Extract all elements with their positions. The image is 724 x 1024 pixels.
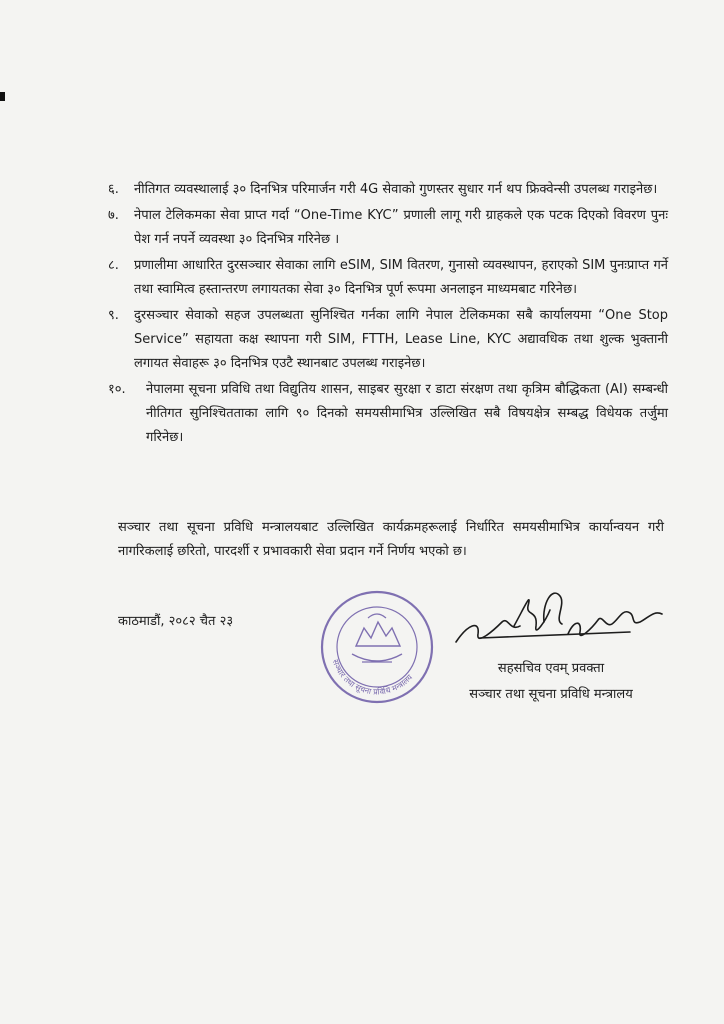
decision-number: ७. (108, 208, 119, 223)
decision-text: नीतिगत व्यवस्थालाई ३० दिनभित्र परिमार्जन गरी 4G सेवाको गुणस्तर सुधार गर्न थप फ्रिक्वेन्सी उपलब्ध गराइनेछ। (134, 182, 658, 197)
decision-item-7 (108, 204, 668, 252)
signer-ministry: सञ्चार तथा सूचना प्रविधि मन्त्रालय (469, 687, 633, 702)
signer-block (446, 656, 656, 708)
decision-list (108, 178, 668, 450)
handwritten-signature (450, 580, 680, 660)
decision-number: ९. (108, 308, 119, 323)
signer-title: सहसचिव एवम् प्रवक्ता (497, 661, 605, 676)
place-date: काठमाडौं, २०८२ चैत २३ (118, 614, 234, 629)
decision-text: प्रणालीमा आधारित दुरसञ्चार सेवाका लागि eSIM, SIM वितरण, गुनासो व्यवस्थापन, हराएको SIM पुनःप्राप्त गर्ने तथा स्वामित्व हस्तान्तरण लगायतका सेवा ३० दिनभित्र पूर्ण रूपमा अनलाइन माध्यमबाट गरिनेछ। (134, 258, 668, 297)
decision-item-9 (108, 304, 668, 376)
decision-number: ६. (108, 182, 119, 197)
svg-text:सञ्चार तथा सूचना प्रविधि मन्त्: सञ्चार तथा सूचना प्रविधि मन्त्रालय (330, 658, 415, 697)
decision-item-10 (108, 378, 668, 450)
summary-paragraph: सञ्चार तथा सूचना प्रविधि मन्त्रालयबाट उल्लिखित कार्यक्रमहरूलाई निर्धारित समयसीमाभित्र कार्यान्वयन गरी नागरिकलाई छरितो, पारदर्शी र प्रभावकारी सेवा प्रदान गर्ने निर्णय भएको छ। (118, 520, 664, 559)
scan-edge-mark (0, 92, 5, 101)
decision-number: १०. (108, 382, 126, 397)
decision-number: ८. (108, 258, 119, 273)
decision-item-6 (108, 178, 668, 202)
decision-text: नेपालमा सूचना प्रविधि तथा विद्युतिय शासन, साइबर सुरक्षा र डाटा संरक्षण तथा कृत्रिम बौद्धिकता (AI) सम्बन्धी नीतिगत सुनिश्चितताका लागि ९० दिनको समयसीमाभित्र उल्लिखित सबै विषयक्षेत्र सम्बद्ध विधेयक तर्जुमा गरिनेछ। (146, 382, 668, 445)
ministry-seal-stamp (318, 588, 436, 706)
decision-text: दुरसञ्चार सेवाको सहज उपलब्धता सुनिश्चित गर्नका लागि नेपाल टेलिकमका सबै कार्यालयमा “One Stop Service” सहायता कक्ष स्थापना गरी SIM, FTTH, Lease Line, KYC अद्यावधिक तथा शुल्क भुक्तानी लगायत सेवाहरू ३० दिनभित्र एउटै स्थानबाट उपलब्ध गराइनेछ। (134, 308, 668, 371)
decision-item-8 (108, 254, 668, 302)
decision-text: नेपाल टेलिकमका सेवा प्राप्त गर्दा “One-Time KYC” प्रणाली लागू गरी ग्राहकले एक पटक दिएको विवरण पुनः पेश गर्न नपर्ने व्यवस्था ३० दिनभित्र गरिनेछ । (134, 208, 668, 247)
